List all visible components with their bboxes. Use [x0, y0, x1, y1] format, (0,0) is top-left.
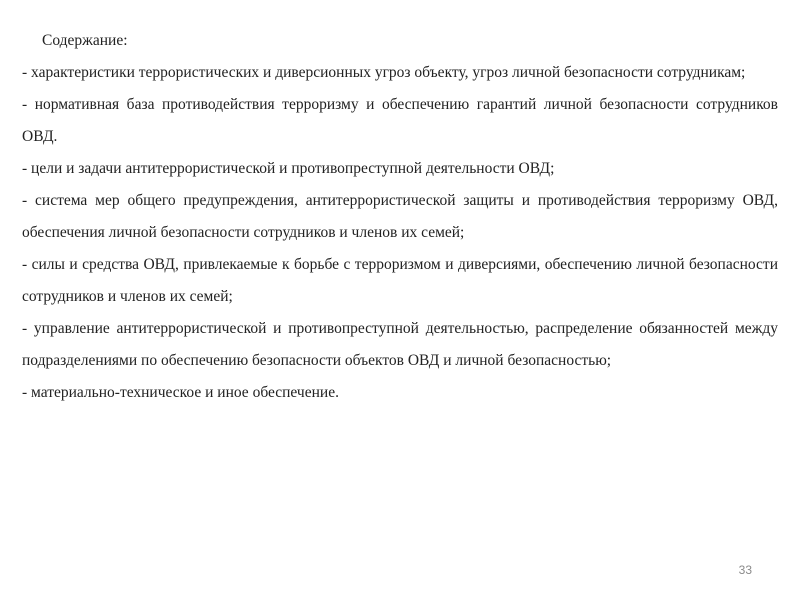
contents-item: - цели и задачи антитеррористической и противопреступной деятельности ОВД;	[22, 160, 555, 177]
page-number: 33	[738, 563, 752, 577]
contents-item: - силы и средства ОВД, привлекаемые к борьбе с терроризмом и диверсиями, обеспечению личной безопасности сотрудников и членов их семей;	[22, 256, 778, 305]
contents-item: - материально-техническое и иное обеспечение.	[22, 384, 339, 401]
contents-item: - система мер общего предупреждения, антитеррористической защиты и противодействия терроризму ОВД, обеспечения личной безопасности сотрудников и членов их семей;	[22, 192, 778, 241]
contents-item: - нормативная база противодействия терроризму и обеспечению гарантий личной безопасности сотрудников ОВД.	[22, 96, 778, 145]
contents-item: - управление антитеррористической и противопреступной деятельностью, распределение обязанностей между подразделениями по обеспечению безопасности объектов ОВД и личной безопасностью;	[22, 320, 778, 369]
contents-heading: Содержание:	[42, 32, 128, 49]
contents-item: - характеристики террористических и диверсионных угроз объекту, угроз личной безопасности сотрудникам;	[22, 64, 746, 81]
slide-content	[22, 25, 778, 409]
